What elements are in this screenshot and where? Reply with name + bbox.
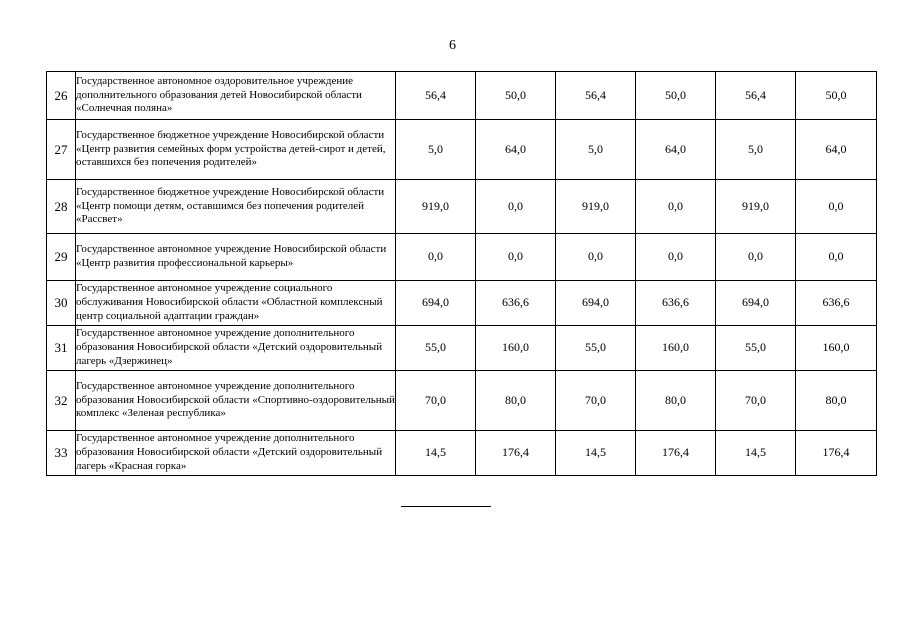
value-cell: 636,6	[796, 281, 877, 326]
institution-name: Государственное автономное оздоровительное учреждение дополнительного образования детей Новосибирской области «Солнечная поляна»	[76, 72, 396, 120]
value-cell: 14,5	[716, 431, 796, 476]
value-cell: 5,0	[556, 120, 636, 180]
value-cell: 80,0	[636, 371, 716, 431]
row-number: 27	[47, 120, 76, 180]
value-cell: 176,4	[476, 431, 556, 476]
institution-name: Государственное автономное учреждение дополнительного образования Новосибирской области «Спортивно-оздоровительный комплекс «Зеленая республика»	[76, 371, 396, 431]
institution-name: Государственное автономное учреждение социального обслуживания Новосибирской области «Областной комплексный центр социальной адаптации граждан»	[76, 281, 396, 326]
value-cell: 0,0	[796, 234, 877, 281]
value-cell: 55,0	[396, 326, 476, 371]
value-cell: 919,0	[716, 180, 796, 234]
value-cell: 64,0	[796, 120, 877, 180]
value-cell: 56,4	[716, 72, 796, 120]
value-cell: 0,0	[556, 234, 636, 281]
value-cell: 176,4	[796, 431, 877, 476]
value-cell: 70,0	[396, 371, 476, 431]
value-cell: 919,0	[396, 180, 476, 234]
value-cell: 50,0	[476, 72, 556, 120]
institution-name: Государственное автономное учреждение Новосибирской области «Центр развития профессиональной карьеры»	[76, 234, 396, 281]
table-row	[47, 371, 877, 431]
value-cell: 694,0	[396, 281, 476, 326]
value-cell: 0,0	[716, 234, 796, 281]
page-number: 6	[449, 38, 456, 53]
value-cell: 636,6	[476, 281, 556, 326]
value-cell: 5,0	[716, 120, 796, 180]
budget-table	[46, 71, 877, 476]
value-cell: 70,0	[556, 371, 636, 431]
row-number: 31	[47, 326, 76, 371]
value-cell: 56,4	[396, 72, 476, 120]
value-cell: 56,4	[556, 72, 636, 120]
table-row	[47, 120, 877, 180]
row-number: 33	[47, 431, 76, 476]
row-number: 29	[47, 234, 76, 281]
value-cell: 80,0	[796, 371, 877, 431]
value-cell: 14,5	[396, 431, 476, 476]
value-cell: 80,0	[476, 371, 556, 431]
value-cell: 176,4	[636, 431, 716, 476]
table-row	[47, 326, 877, 371]
value-cell: 694,0	[716, 281, 796, 326]
value-cell: 160,0	[796, 326, 877, 371]
value-cell: 0,0	[636, 234, 716, 281]
table-row	[47, 72, 877, 120]
value-cell: 64,0	[636, 120, 716, 180]
value-cell: 64,0	[476, 120, 556, 180]
table-row	[47, 281, 877, 326]
row-number: 32	[47, 371, 76, 431]
row-number: 28	[47, 180, 76, 234]
row-number: 26	[47, 72, 76, 120]
value-cell: 70,0	[716, 371, 796, 431]
value-cell: 50,0	[796, 72, 877, 120]
value-cell: 636,6	[636, 281, 716, 326]
value-cell: 5,0	[396, 120, 476, 180]
table-row	[47, 180, 877, 234]
value-cell: 0,0	[796, 180, 877, 234]
row-number: 30	[47, 281, 76, 326]
value-cell: 0,0	[476, 180, 556, 234]
table-row	[47, 234, 877, 281]
value-cell: 0,0	[476, 234, 556, 281]
value-cell: 50,0	[636, 72, 716, 120]
table-row	[47, 431, 877, 476]
value-cell: 160,0	[476, 326, 556, 371]
value-cell: 0,0	[636, 180, 716, 234]
value-cell: 55,0	[716, 326, 796, 371]
value-cell: 694,0	[556, 281, 636, 326]
value-cell: 919,0	[556, 180, 636, 234]
closing-rule	[401, 506, 491, 507]
institution-name: Государственное автономное учреждение дополнительного образования Новосибирской области «Детский оздоровительный лагерь «Красная горка»	[76, 431, 396, 476]
value-cell: 160,0	[636, 326, 716, 371]
value-cell: 0,0	[396, 234, 476, 281]
institution-name: Государственное бюджетное учреждение Новосибирской области «Центр развития семейных форм устройства детей-сирот и детей, оставшихся без попечения родителей»	[76, 120, 396, 180]
value-cell: 55,0	[556, 326, 636, 371]
institution-name: Государственное автономное учреждение дополнительного образования Новосибирской области «Детский оздоровительный лагерь «Дзержинец»	[76, 326, 396, 371]
institution-name: Государственное бюджетное учреждение Новосибирской области «Центр помощи детям, оставшимся без попечения родителей «Рассвет»	[76, 180, 396, 234]
value-cell: 14,5	[556, 431, 636, 476]
